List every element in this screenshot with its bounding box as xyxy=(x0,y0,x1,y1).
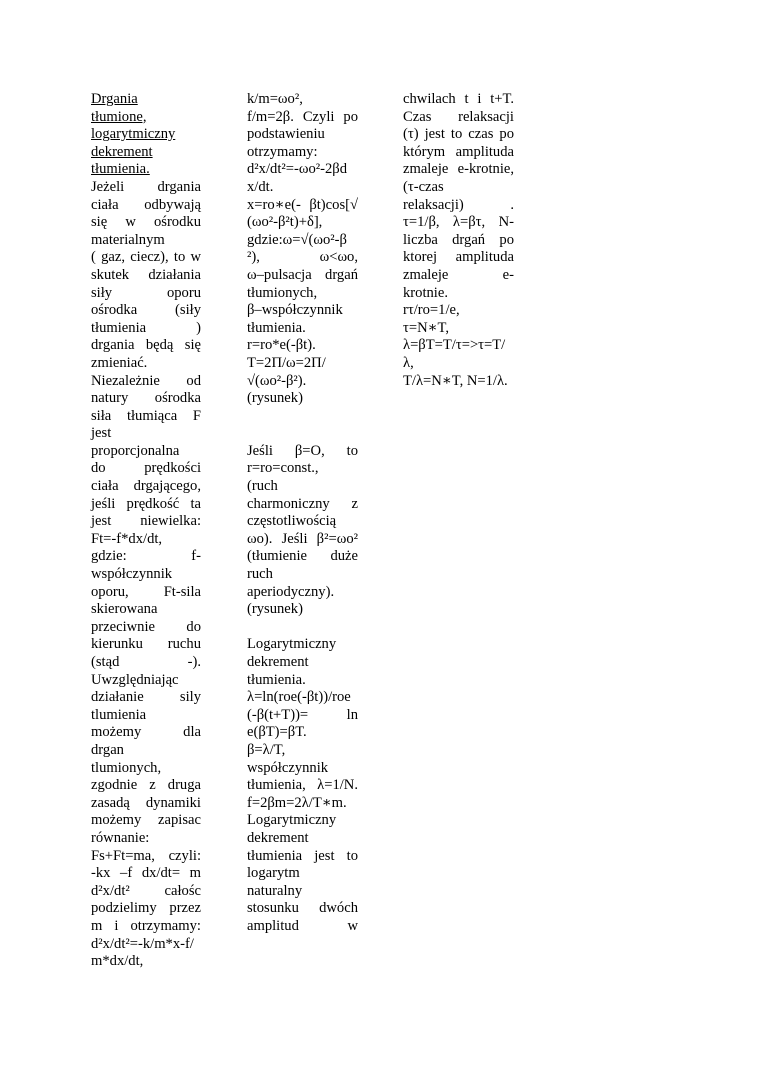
text-line: Ft=-f*dx/dt, xyxy=(91,530,163,547)
text-line: τ=N∗T, xyxy=(403,319,450,336)
text-line: λ=ln(roe(-βt))/roe xyxy=(247,689,351,706)
text-line: tłumienia jest to xyxy=(247,847,358,864)
text-line: amplitud w xyxy=(247,917,358,934)
text-line: f=2βm=2λ/T∗m. xyxy=(247,794,347,811)
text-line: (-β(t+T))= ln xyxy=(247,706,358,723)
text-line: zmaleje e- xyxy=(403,266,514,283)
text-line: (rysunek) xyxy=(247,601,303,618)
text-line: (ωo²-β²t)+δ], xyxy=(247,214,323,231)
text-line: jest xyxy=(91,425,112,442)
text-line: -kx –f dx/dt= m xyxy=(91,865,201,882)
text-line: m*dx/dt, xyxy=(91,953,144,970)
text-line: jest niewielka: xyxy=(91,513,201,530)
text-line: proporcjonalna xyxy=(91,442,180,459)
text-line: zmaleje e-krotnie, xyxy=(403,161,514,178)
text-line: otrzymamy: xyxy=(247,143,318,160)
text-line: współczynnik xyxy=(247,759,329,776)
title-line: logarytmiczny xyxy=(91,126,176,143)
text-line: tlumionych, xyxy=(91,759,162,776)
text-line: kierunku ruchu xyxy=(91,636,201,653)
title-line: tłumienia. xyxy=(91,161,150,178)
text-line: charmoniczny z xyxy=(247,495,358,512)
text-line: tlumienia xyxy=(91,706,147,723)
title-line: Drgania xyxy=(91,91,138,107)
text-line: gdzie: f- xyxy=(91,548,201,565)
title-line: dekrement xyxy=(91,143,153,160)
text-line: równanie: xyxy=(91,829,150,846)
text-line: siła tłumiąca F xyxy=(91,407,201,424)
text-line: możemy dla xyxy=(91,724,201,741)
text-line: aperiodyczny). xyxy=(247,583,335,600)
text-line: β–współczynnik xyxy=(247,302,343,319)
text-line: m i otrzymamy: xyxy=(91,917,201,934)
text-line: (stąd -). xyxy=(91,654,201,670)
text-line: relaksacji) . xyxy=(403,196,514,213)
text-line: Logarytmiczny xyxy=(247,636,337,653)
text-line: rτ/ro=1/e, xyxy=(403,302,460,319)
text-line: dekrement xyxy=(247,829,309,846)
text-line: ośrodka (siły xyxy=(91,302,201,319)
text-line: tłumienia. xyxy=(247,319,306,336)
text-line: natury ośrodka xyxy=(91,390,201,407)
text-line: tłumienia. xyxy=(247,671,306,688)
text-line: λ=βT=T/τ=>τ=T/ xyxy=(403,337,506,354)
text-line: τ=1/β, λ=βτ, N- xyxy=(403,214,514,231)
text-line: Logarytmiczny xyxy=(247,812,337,829)
text-line: Czas relaksacji xyxy=(403,108,514,125)
text-line: działanie sily xyxy=(91,689,201,706)
text-line: naturalny xyxy=(247,882,303,899)
column-1 xyxy=(91,91,201,971)
text-line: stosunku dwóch xyxy=(247,900,358,917)
text-line: T/λ=N∗T, N=1/λ. xyxy=(403,372,508,389)
text-line: β=λ/T, xyxy=(247,741,286,758)
text-line: podstawieniu xyxy=(247,126,325,143)
text-line: ruch xyxy=(247,566,273,583)
text-line: logarytm xyxy=(247,865,300,882)
text-line: drgan xyxy=(91,741,124,758)
text-line: ciała odbywają xyxy=(91,196,201,213)
text-line: możemy zapisac xyxy=(91,812,201,829)
text-line: λ, xyxy=(403,354,414,371)
text-line: współczynnik xyxy=(91,566,173,583)
text-line: (ruch xyxy=(247,478,278,495)
text-line: Uwzględniając xyxy=(91,671,179,688)
text-line: (τ) jest to czas po xyxy=(403,126,514,143)
text-line: Fs+Ft=ma, czyli: xyxy=(91,847,201,864)
text-line: jeśli prędkość ta xyxy=(91,495,201,512)
text-line: siły oporu xyxy=(91,284,201,301)
column-2 xyxy=(247,91,358,936)
text-line: dekrement xyxy=(247,654,309,670)
text-line: r=ro*e(-βt). xyxy=(247,337,316,354)
text-line: tłumionych, xyxy=(247,284,318,301)
text-line: r=ro=const., xyxy=(247,460,319,477)
text-line: krotnie. xyxy=(403,284,448,301)
title-line: tłumione, xyxy=(91,108,147,125)
text-line: d²x/dt² całośc xyxy=(91,882,201,899)
text-line: (τ-czas xyxy=(403,178,444,195)
text-line: ciała drgającego, xyxy=(91,478,201,495)
text-line: √(ωo²-β²). xyxy=(247,372,307,389)
text-line: T=2Π/ω=2Π/ xyxy=(247,354,326,371)
text-line: zmieniać. xyxy=(91,354,148,371)
text-line: materialnym xyxy=(91,231,165,248)
text-line: (rysunek) xyxy=(247,390,303,407)
text-line: ²), ω<ωo, xyxy=(247,249,358,266)
text-line: ktorej amplituda xyxy=(403,249,514,266)
text-line: tłumienia, λ=1/N. xyxy=(247,777,358,794)
text-line: się w ośrodku xyxy=(91,214,201,231)
text-line: d²x/dt²=-ωo²-2βd xyxy=(247,161,347,178)
text-line: zasadą dynamiki xyxy=(91,794,201,811)
text-line: ωo). Jeśli β²=ωo² xyxy=(247,530,358,547)
text-line: skierowana xyxy=(91,601,158,618)
text-line: chwilach t i t+T. xyxy=(403,91,514,107)
text-line: x/dt. xyxy=(247,178,274,195)
text-line: k/m=ωo², xyxy=(247,91,303,107)
text-line: ( gaz, ciecz), to w xyxy=(91,249,201,266)
text-line: Niezależnie od xyxy=(91,372,201,389)
text-line: ω–pulsacja drgań xyxy=(247,266,358,283)
text-line: e(βT)=βT. xyxy=(247,724,307,741)
text-line: którym amplituda xyxy=(403,143,514,160)
text-line: x=ro∗e(- βt)cos[√ xyxy=(247,196,358,213)
text-line: (tłumienie duże xyxy=(247,548,358,565)
text-line: Jeżeli drgania xyxy=(91,178,201,195)
text-line: Jeśli β=O, to xyxy=(247,442,358,459)
text-line: d²x/dt²=-k/m*x-f/ xyxy=(91,935,194,952)
text-line: drgania będą się xyxy=(91,337,201,354)
text-line: gdzie:ω=√(ωo²-β xyxy=(247,231,347,248)
text-line: f/m=2β. Czyli po xyxy=(247,108,358,125)
text-line: skutek działania xyxy=(91,266,201,283)
text-line: do prędkości xyxy=(91,460,201,477)
text-line: oporu, Ft-sila xyxy=(91,583,201,600)
column-3 xyxy=(403,91,514,390)
text-line: podzielimy przez xyxy=(91,900,201,917)
text-line: liczba drgań po xyxy=(403,231,514,248)
text-line: zgodnie z druga xyxy=(91,777,201,794)
text-line: tłumienia ) xyxy=(91,319,201,336)
text-line: częstotliwością xyxy=(247,513,337,530)
text-line: przeciwnie do xyxy=(91,618,201,635)
